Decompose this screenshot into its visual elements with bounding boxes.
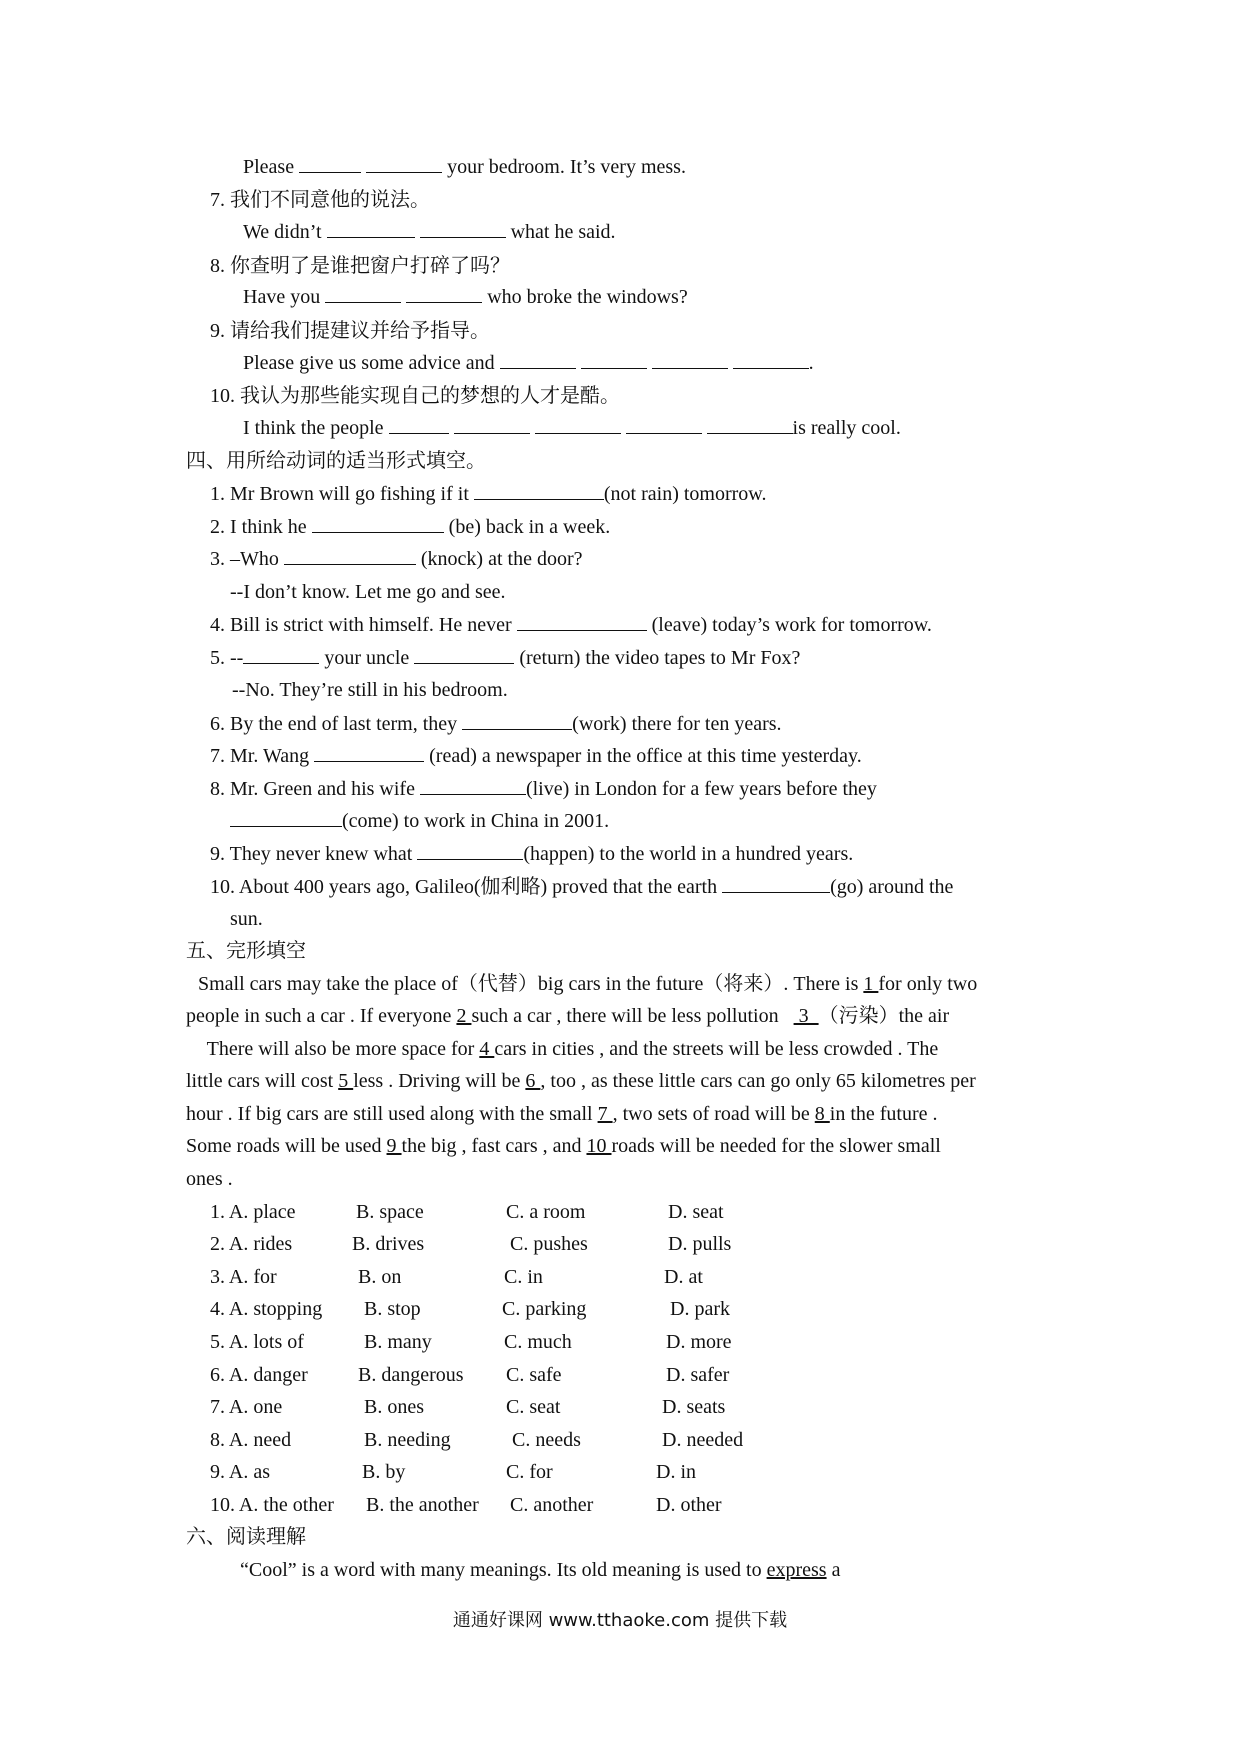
p4-q3-reply: --I don’t know. Let me go and see.	[230, 581, 506, 603]
blank	[312, 514, 444, 533]
passage-line	[186, 1133, 941, 1159]
blank	[325, 284, 401, 303]
blank-number: 6	[525, 1070, 541, 1092]
line-text: (read) a newspaper in the office at this time yesterday.	[424, 745, 862, 767]
line-text: (return) the video tapes to Mr Fox?	[514, 647, 801, 669]
blank	[414, 645, 514, 664]
option-a: 7. A. one	[210, 1396, 283, 1418]
line-text: (knock) at the door?	[415, 548, 583, 570]
passage-line: ones .	[186, 1168, 233, 1190]
blank	[517, 612, 647, 631]
line-text: a	[826, 1559, 841, 1581]
blank-number: 7	[597, 1103, 613, 1125]
q10-english	[243, 415, 901, 441]
p4-q6	[210, 711, 782, 737]
option-a: 9. A. as	[210, 1461, 270, 1483]
blank	[652, 350, 728, 369]
blank	[462, 711, 572, 730]
blank	[454, 415, 530, 434]
chinese-sentence: 你查明了是谁把窗户打碎了吗？	[230, 255, 510, 277]
blank-number: 3	[793, 1005, 819, 1027]
p4-q4	[210, 612, 932, 638]
option-b: B. needing	[364, 1429, 451, 1451]
line-text: in the future .	[829, 1103, 938, 1125]
option-b: B. the another	[366, 1494, 479, 1516]
line-text: hour . If big cars are still used along with the small	[186, 1103, 598, 1125]
section-heading: 六、阅读理解	[186, 1526, 306, 1548]
line-text: (be) back in a week.	[443, 516, 611, 538]
p4-q8	[210, 776, 877, 802]
line-text: , too , as these little cars can go only 65 kilometres per	[540, 1070, 976, 1092]
line-text: (live) in London for a few years before they	[525, 778, 877, 800]
option-a: 1. A. place	[210, 1201, 296, 1223]
line-text: for only two	[878, 973, 978, 995]
line-text: (go) around the	[830, 876, 954, 898]
p4-q5	[210, 645, 800, 671]
option-c: C. seat	[506, 1396, 561, 1418]
p4-q2	[210, 514, 610, 540]
line-text: 5. --	[210, 647, 244, 669]
option-c: C. another	[510, 1494, 594, 1516]
option-c: C. safe	[506, 1364, 562, 1386]
line-text: what he said.	[510, 221, 616, 243]
p4-q7	[210, 743, 862, 769]
option-b: B. many	[364, 1331, 432, 1353]
line-text: Please give us some advice and	[243, 352, 495, 374]
line-text: people in such a car . If everyone	[186, 1005, 457, 1027]
blank	[243, 645, 319, 664]
q7-chinese	[210, 187, 430, 213]
blank	[420, 776, 526, 795]
option-d: D. needed	[662, 1429, 744, 1451]
blank-number: 9	[386, 1135, 402, 1157]
blank	[299, 154, 361, 173]
option-b: B. stop	[364, 1298, 421, 1320]
q7-english	[243, 219, 616, 245]
underlined-word: express	[766, 1559, 827, 1581]
line-text: Small cars may take the place of（代替）big cars in the future（将来）. There is	[198, 973, 864, 995]
line-text: Some roads will be used	[186, 1135, 387, 1157]
line-text: (come) to work in China in 2001.	[342, 810, 610, 832]
option-a: 4. A. stopping	[210, 1298, 323, 1320]
passage-line	[198, 971, 977, 997]
q10-chinese	[210, 383, 620, 409]
option-c: C. needs	[512, 1429, 581, 1451]
blank-number: 1	[863, 973, 879, 995]
blank	[420, 219, 506, 238]
reading-line	[240, 1557, 840, 1583]
line-text: 2. I think he	[210, 516, 312, 538]
line-text: I think the people	[243, 417, 384, 439]
question-number: 8.	[210, 255, 225, 277]
section-heading: 五、完形填空	[186, 940, 306, 962]
passage-line	[186, 1003, 949, 1029]
line-text: 1. Mr Brown will go fishing if it	[210, 483, 474, 505]
option-d: D. seats	[662, 1396, 726, 1418]
option-c: C. parking	[502, 1298, 587, 1320]
option-a: 5. A. lots of	[210, 1331, 304, 1353]
q8-chinese	[210, 253, 510, 279]
blank	[389, 415, 449, 434]
blank	[314, 743, 424, 762]
blank-number: 4	[479, 1038, 495, 1060]
line-text: your bedroom. It’s very mess.	[447, 156, 686, 178]
blank-number: 5	[338, 1070, 354, 1092]
line-text: roads will be needed for the slower small	[611, 1135, 941, 1157]
blank	[230, 808, 342, 827]
option-a: 3. A. for	[210, 1266, 277, 1288]
line-text: Please	[243, 156, 295, 178]
p4-q3	[210, 546, 583, 572]
option-d: D. safer	[666, 1364, 730, 1386]
line-text: 10. About 400 years ago, Galileo(伽利略) proved that the earth	[210, 876, 723, 898]
passage-line	[186, 1101, 938, 1127]
option-a: 2. A. rides	[210, 1233, 293, 1255]
blank	[500, 350, 576, 369]
line-text: cars in cities , and the streets will be less crowded . The	[494, 1038, 939, 1060]
q6-line	[243, 154, 686, 180]
line-text: .	[808, 352, 814, 374]
p4-q5-reply: --No. They’re still in his bedroom.	[232, 679, 508, 701]
blank-number: 2	[456, 1005, 472, 1027]
option-b: B. by	[362, 1461, 406, 1483]
line-text: 7. Mr. Wang	[210, 745, 315, 767]
question-number: 9.	[210, 320, 225, 342]
option-d: D. park	[670, 1298, 730, 1320]
line-text: 9. They never knew what	[210, 843, 418, 865]
section-heading: 四、用所给动词的适当形式填空。	[186, 450, 486, 472]
blank-number: 10	[586, 1135, 612, 1157]
chinese-sentence: 请给我们提建议并给予指导。	[230, 320, 490, 342]
line-text: little cars will cost	[186, 1070, 339, 1092]
blank	[722, 874, 830, 893]
blank	[581, 350, 647, 369]
line-text: such a car , there will be less pollution	[471, 1005, 794, 1027]
blank	[327, 219, 415, 238]
option-b: B. ones	[364, 1396, 424, 1418]
option-d: D. pulls	[668, 1233, 732, 1255]
line-text: “Cool” is a word with many meanings. Its old meaning is used to	[240, 1559, 767, 1581]
line-text: 6. By the end of last term, they	[210, 713, 463, 735]
line-text: 4. Bill is strict with himself. He never	[210, 614, 517, 636]
line-text: (work) there for ten years.	[572, 713, 782, 735]
option-d: D. in	[656, 1461, 696, 1483]
p4-q8-cont	[230, 808, 609, 834]
option-b: B. drives	[352, 1233, 425, 1255]
passage-line	[186, 1068, 976, 1094]
blank	[626, 415, 702, 434]
q9-chinese	[210, 318, 490, 344]
line-text: We didn’t	[243, 221, 322, 243]
p4-q10	[210, 874, 953, 900]
question-number: 7.	[210, 189, 225, 211]
option-a: 8. A. need	[210, 1429, 292, 1451]
option-c: C. a room	[506, 1201, 586, 1223]
blank	[535, 415, 621, 434]
line-text: is really cool.	[792, 417, 901, 439]
line-text: （污染）the air	[818, 1005, 950, 1027]
line-text: your uncle	[319, 647, 415, 669]
line-text: less . Driving will be	[353, 1070, 526, 1092]
option-c: C. much	[504, 1331, 572, 1353]
option-c: C. in	[504, 1266, 543, 1288]
line-text: Have you	[243, 286, 321, 308]
q8-english	[243, 284, 688, 310]
line-text: , two sets of road will be	[612, 1103, 815, 1125]
option-c: C. for	[506, 1461, 553, 1483]
line-text: 3. –Who	[210, 548, 284, 570]
footer-credit: 通通好课网 www.tthaoke.com 提供下载	[452, 1610, 788, 1631]
option-a: 10. A. the other	[210, 1494, 334, 1516]
blank	[406, 284, 482, 303]
blank	[733, 350, 809, 369]
p4-q10-cont: sun.	[230, 908, 263, 930]
option-d: D. other	[656, 1494, 722, 1516]
blank-number: 8	[814, 1103, 830, 1125]
blank	[707, 415, 793, 434]
line-text: (leave) today’s work for tomorrow.	[646, 614, 932, 636]
chinese-sentence: 我们不同意他的说法。	[230, 189, 430, 211]
q9-english	[243, 350, 814, 376]
line-text: 8. Mr. Green and his wife	[210, 778, 420, 800]
option-d: D. more	[666, 1331, 732, 1353]
line-text: There will also be more space for	[202, 1038, 480, 1060]
line-text: (not rain) tomorrow.	[603, 483, 767, 505]
line-text: who broke the windows?	[487, 286, 688, 308]
option-c: C. pushes	[510, 1233, 588, 1255]
line-text: the big , fast cars , and	[401, 1135, 587, 1157]
option-d: D. seat	[668, 1201, 724, 1223]
option-b: B. on	[358, 1266, 402, 1288]
option-d: D. at	[664, 1266, 703, 1288]
line-text: (happen) to the world in a hundred years.	[523, 843, 854, 865]
option-a: 6. A. danger	[210, 1364, 308, 1386]
option-b: B. dangerous	[358, 1364, 464, 1386]
option-b: B. space	[356, 1201, 424, 1223]
question-number: 10.	[210, 385, 235, 407]
chinese-sentence: 我认为那些能实现自己的梦想的人才是酷。	[240, 385, 620, 407]
blank	[284, 546, 416, 565]
blank	[417, 841, 523, 860]
p4-q1	[210, 481, 766, 507]
passage-line	[202, 1036, 938, 1062]
blank	[366, 154, 442, 173]
blank	[474, 481, 604, 500]
p4-q9	[210, 841, 853, 867]
